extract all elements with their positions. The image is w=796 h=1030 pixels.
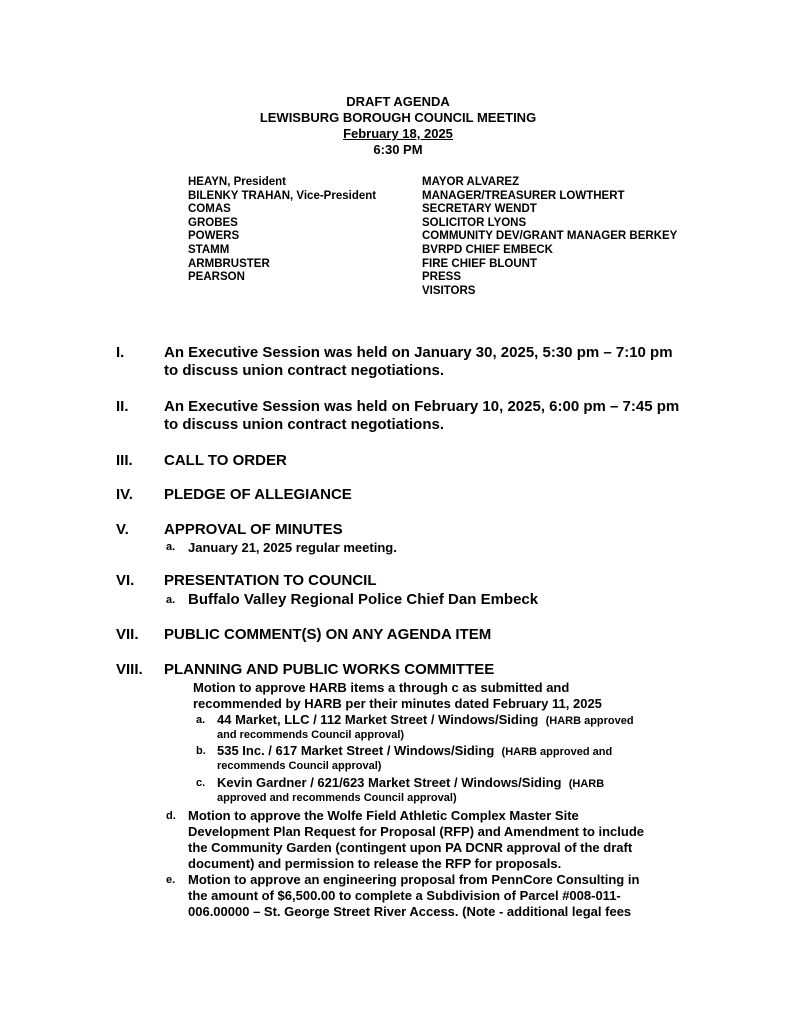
council-member: COMAS <box>188 203 231 216</box>
item-text: CALL TO ORDER <box>164 452 287 469</box>
sub-label: e. <box>166 874 176 886</box>
harb-label: b. <box>196 745 206 757</box>
meeting-time: 6:30 PM <box>373 142 423 157</box>
staff-member: FIRE CHIEF BLOUNT <box>422 257 537 270</box>
staff-member: SOLICITOR LYONS <box>422 216 527 229</box>
meeting-name: LEWISBURG BOROUGH COUNCIL MEETING <box>259 110 537 125</box>
staff-member: SECRETARY WENDT <box>422 203 537 216</box>
item-number: VI. <box>116 572 135 589</box>
council-member: HEAYN, President <box>188 176 286 188</box>
council-member: ARMBRUSTER <box>188 257 270 270</box>
motion-d-line: Development Plan Request for Proposal (RFP) and Amendment to include <box>188 824 645 839</box>
item-text: to discuss union contract negotiations. <box>164 362 445 379</box>
council-list <box>188 176 376 285</box>
staff-member: MAYOR ALVAREZ <box>422 176 520 188</box>
harb-item: 44 Market, LLC / 112 Market Street / Windows/Siding (HARB approved <box>217 712 634 727</box>
item-text: An Executive Session was held on February 10, 2025, 6:00 pm – 7:45 pm <box>164 398 680 415</box>
staff-member: MANAGER/TREASURER LOWTHERT <box>422 189 625 202</box>
harb-motion: recommended by HARB per their minutes dated February 11, 2025 <box>193 696 602 711</box>
sub-text: Buffalo Valley Regional Police Chief Dan Embeck <box>188 591 539 608</box>
staff-member: COMMUNITY DEV/GRANT MANAGER BERKEY <box>422 230 678 243</box>
council-member: BILENKY TRAHAN, Vice-President <box>188 189 377 202</box>
motion-d-line: the Community Garden (contingent upon PA DCNR approval of the draft <box>188 840 633 855</box>
harb-note: recommends Council approval) <box>217 760 382 772</box>
staff-list <box>422 176 677 298</box>
item-text: to discuss union contract negotiations. <box>164 416 445 433</box>
harb-note: approved and recommends Council approval) <box>217 792 457 804</box>
agenda-title: DRAFT AGENDA <box>346 94 450 109</box>
item-number: VII. <box>116 626 139 643</box>
harb-motion: Motion to approve HARB items a through c as submitted and <box>193 680 570 695</box>
council-member: POWERS <box>188 230 240 243</box>
harb-item: Kevin Gardner / 621/623 Market Street / Windows/Siding (HARB <box>217 775 605 790</box>
item-text: PLEDGE OF ALLEGIANCE <box>164 486 352 503</box>
item-number: III. <box>116 452 133 469</box>
item-text: PRESENTATION TO COUNCIL <box>164 572 377 589</box>
staff-member: VISITORS <box>422 284 476 297</box>
item-number: I. <box>116 344 125 361</box>
item-text: An Executive Session was held on January 30, 2025, 5:30 pm – 7:10 pm <box>164 344 673 361</box>
item-number: II. <box>116 398 129 415</box>
motion-d-line: document) and permission to release the RFP for proposals. <box>188 856 562 871</box>
harb-label: c. <box>196 777 206 789</box>
sub-label: a. <box>166 594 176 606</box>
harb-item: 535 Inc. / 617 Market Street / Windows/Siding (HARB approved and <box>217 743 613 758</box>
item-text: PLANNING AND PUBLIC WORKS COMMITTEE <box>164 661 495 678</box>
sub-label: a. <box>166 541 176 553</box>
motion-e-line: Motion to approve an engineering proposal from PennCore Consulting in <box>188 872 640 887</box>
council-member: GROBES <box>188 216 238 229</box>
harb-note: and recommends Council approval) <box>217 729 405 741</box>
staff-member: PRESS <box>422 271 461 284</box>
motion-e-line: 006.00000 – St. George Street River Access. (Note - additional legal fees <box>188 904 632 919</box>
item-text: APPROVAL OF MINUTES <box>164 521 343 538</box>
item-number: VIII. <box>116 661 143 678</box>
harb-label: a. <box>196 714 206 726</box>
item-text: PUBLIC COMMENT(S) ON ANY AGENDA ITEM <box>164 626 492 643</box>
motion-e-line: the amount of $6,500.00 to complete a Subdivision of Parcel #008-011- <box>188 888 621 903</box>
sub-text: January 21, 2025 regular meeting. <box>188 540 397 555</box>
item-number: V. <box>116 521 129 538</box>
motion-d-line: Motion to approve the Wolfe Field Athletic Complex Master Site <box>188 808 579 823</box>
item-number: IV. <box>116 486 133 503</box>
sub-label: d. <box>166 810 176 822</box>
meeting-date: February 18, 2025 <box>343 126 453 141</box>
staff-member: BVRPD CHIEF EMBECK <box>422 243 553 256</box>
council-member: PEARSON <box>188 271 245 284</box>
council-member: STAMM <box>188 243 230 256</box>
